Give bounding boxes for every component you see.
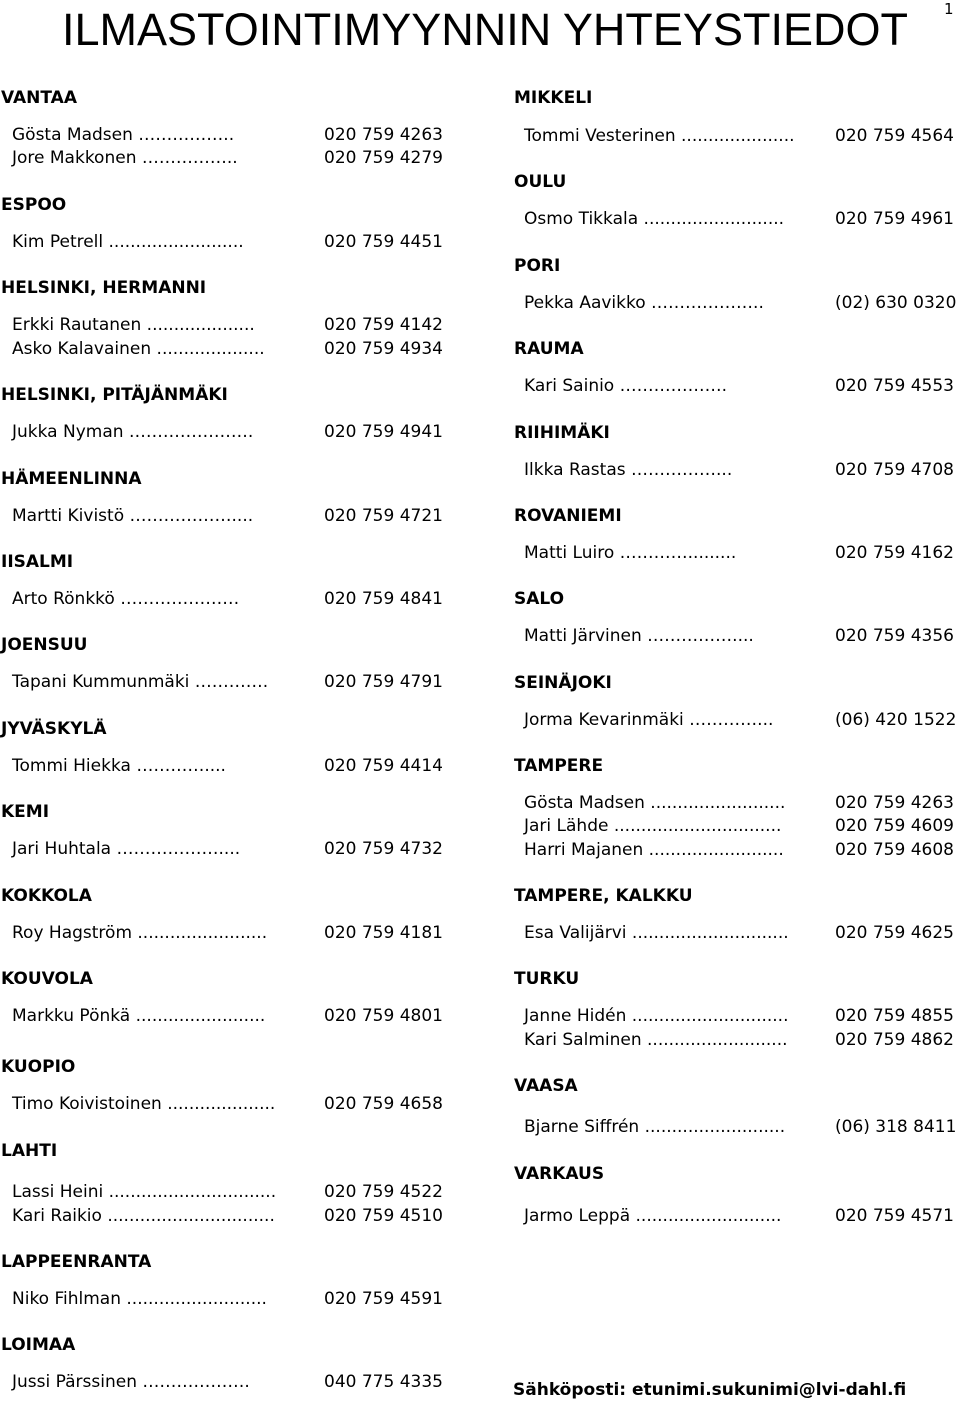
contact-phone: 020 759 4625 [835,923,954,943]
city-heading-kemi: KEMI [1,802,50,822]
contact-phone: 020 759 4522 [324,1182,443,1202]
contact-phone: 020 759 4181 [324,923,443,943]
contact-row [12,923,444,945]
city-heading-hameenlinna: HÄMEENLINNA [1,469,142,489]
contact-name: Kari Raikio ............................... [12,1206,275,1226]
contact-name: Ilkka Rastas ……………... [524,460,733,480]
contact-row [524,293,960,315]
contact-phone: (02) 630 0320 [835,293,957,313]
contact-phone: 020 759 4279 [324,148,443,168]
contact-phone: 040 775 4335 [324,1372,443,1392]
contact-phone: 020 759 4855 [835,1006,954,1026]
contact-row [524,376,960,398]
contact-row [12,1206,444,1228]
city-heading-espoo: ESPOO [1,195,67,215]
contact-phone: 020 759 4801 [324,1006,443,1026]
contact-phone: 020 759 4961 [835,209,954,229]
city-heading-riihimaki: RIIHIMÄKI [514,423,610,443]
page-title: ILMASTOINTIMYYNNIN YHTEYSTIEDOT [62,4,908,55]
contact-row [12,232,444,254]
contact-name: Martti Kivistö ……………….... [12,506,254,526]
city-heading-helsinki-hermanni: HELSINKI, HERMANNI [1,278,207,298]
contact-row [12,589,444,611]
city-heading-jyvaskyla: JYVÄSKYLÄ [1,719,107,739]
contact-phone: 020 759 4263 [835,793,954,813]
contact-name: Jari Lähde ............................... [524,816,782,836]
contact-name: Tommi Vesterinen ..................... [524,126,795,146]
contact-phone: (06) 420 1522 [835,710,957,730]
contact-phone: 020 759 4142 [324,315,443,335]
contact-row [12,1372,444,1394]
contact-row [524,1206,960,1228]
city-heading-varkaus: VARKAUS [514,1164,605,1184]
contact-phone: 020 759 4732 [324,839,443,859]
city-heading-vantaa: VANTAA [1,88,77,108]
contact-row [524,1117,960,1139]
contact-phone: 020 759 4841 [324,589,443,609]
city-heading-helsinki-pitajanmaki: HELSINKI, PITÄJÄNMÄKI [1,385,228,405]
contact-name: Asko Kalavainen .................... [12,339,265,359]
city-heading-seinajoki: SEINÄJOKI [514,673,612,693]
contact-name: Matti Järvinen …………….... [524,626,754,646]
contact-row [524,209,960,231]
city-heading-lahti: LAHTI [1,1141,58,1161]
city-heading-vaasa: VAASA [514,1076,578,1096]
contact-phone: 020 759 4941 [324,422,443,442]
city-heading-lappeenranta: LAPPEENRANTA [1,1252,152,1272]
contact-name: Gösta Madsen ......................... [524,793,786,813]
city-heading-rovaniemi: ROVANIEMI [514,506,622,526]
contact-row [524,460,960,482]
contact-phone: 020 759 4862 [835,1030,954,1050]
contact-phone: 020 759 4564 [835,126,954,146]
contact-row [12,148,444,170]
contact-row [12,839,444,861]
contact-name: Gösta Madsen …………….. [12,125,235,145]
contact-row [524,543,960,565]
city-heading-pori: PORI [514,256,561,276]
contact-phone: 020 759 4658 [324,1094,443,1114]
city-heading-oulu: OULU [514,172,567,192]
contact-row [12,339,444,361]
contact-name: Jukka Nyman …………………. [12,422,254,442]
contact-phone: 020 759 4553 [835,376,954,396]
contact-row [12,1094,444,1116]
city-heading-mikkeli: MIKKELI [514,88,593,108]
contact-row [524,710,960,732]
email-format-note: Sähköposti: etunimi.sukunimi@lvi-dahl.fi [513,1380,907,1400]
contact-name: Matti Luiro …………......... [524,543,737,563]
contact-name: Niko Fihlman .......................... [12,1289,267,1309]
contact-row [12,756,444,778]
city-heading-tampere-kalkku: TAMPERE, KALKKU [514,886,693,906]
contact-row [12,1006,444,1028]
contact-row [524,923,960,945]
contact-name: Jussi Pärssinen ………………. [12,1372,250,1392]
contact-name: Osmo Tikkala .......................... [524,209,785,229]
contact-name: Jari Huhtala ……………….... [12,839,241,859]
contact-row [524,126,960,148]
contact-name: Markku Pönkä ........................ [12,1006,266,1026]
contact-name: Timo Koivistoinen .................... [12,1094,276,1114]
city-heading-kokkola: KOKKOLA [1,886,92,906]
contact-phone: 020 759 4414 [324,756,443,776]
contact-name: Esa Valijärvi ............................. [524,923,789,943]
contact-phone: 020 759 4608 [835,840,954,860]
contact-row [524,816,960,838]
contact-row [12,315,444,337]
contact-row [12,672,444,694]
contact-name: Erkki Rautanen .................... [12,315,255,335]
contact-name: Jore Makkonen …………….. [12,148,238,168]
contact-name: Kari Salminen .......................... [524,1030,788,1050]
contact-phone: 020 759 4721 [324,506,443,526]
contact-name: Tapani Kummunmäki …………. [12,672,269,692]
contact-name: Kari Sainio ………………. [524,376,728,396]
contact-phone: 020 759 4510 [324,1206,443,1226]
city-heading-kuopio: KUOPIO [1,1057,76,1077]
contact-phone: 020 759 4356 [835,626,954,646]
contact-phone: 020 759 4591 [324,1289,443,1309]
contact-name: Harri Majanen ......................... [524,840,784,860]
contact-name: Kim Petrell ......................... [12,232,244,252]
city-heading-iisalmi: IISALMI [1,552,74,572]
contact-name: Tommi Hiekka ………….... [12,756,226,776]
contact-phone: 020 759 4263 [324,125,443,145]
city-heading-salo: SALO [514,589,565,609]
contact-row [12,1289,444,1311]
contact-name: Bjarne Siffrén .......................... [524,1117,786,1137]
city-heading-joensuu: JOENSUU [1,635,88,655]
contact-row [524,1006,960,1028]
contact-phone: 020 759 4451 [324,232,443,252]
contact-row [12,506,444,528]
contact-name: Jorma Kevarinmäki …………... [524,710,774,730]
contact-phone: 020 759 4609 [835,816,954,836]
city-heading-tampere: TAMPERE [514,756,604,776]
contact-phone: 020 759 4162 [835,543,954,563]
contact-row [12,422,444,444]
contact-phone: 020 759 4934 [324,339,443,359]
contact-name: Arto Rönkkö ………………… [12,589,240,609]
contact-name: Lassi Heini ............................... [12,1182,277,1202]
contact-row [524,840,960,862]
contact-name: Roy Hagström ........................ [12,923,268,943]
contact-name: Pekka Aavikko ……………….. [524,293,764,313]
contact-row [524,793,960,815]
contact-row [12,1182,444,1204]
contact-phone: 020 759 4571 [835,1206,954,1226]
contact-name: Jarmo Leppä ........................... [524,1206,782,1226]
contact-phone: 020 759 4708 [835,460,954,480]
page-number: 1 [944,0,954,18]
contact-name: Janne Hidén ............................. [524,1006,789,1026]
contact-phone: 020 759 4791 [324,672,443,692]
contact-row [12,125,444,147]
contact-row [524,626,960,648]
city-heading-loimaa: LOIMAA [1,1335,76,1355]
city-heading-kouvola: KOUVOLA [1,969,93,989]
contact-phone: (06) 318 8411 [835,1117,957,1137]
city-heading-rauma: RAUMA [514,339,584,359]
city-heading-turku: TURKU [514,969,580,989]
contact-row [524,1030,960,1052]
